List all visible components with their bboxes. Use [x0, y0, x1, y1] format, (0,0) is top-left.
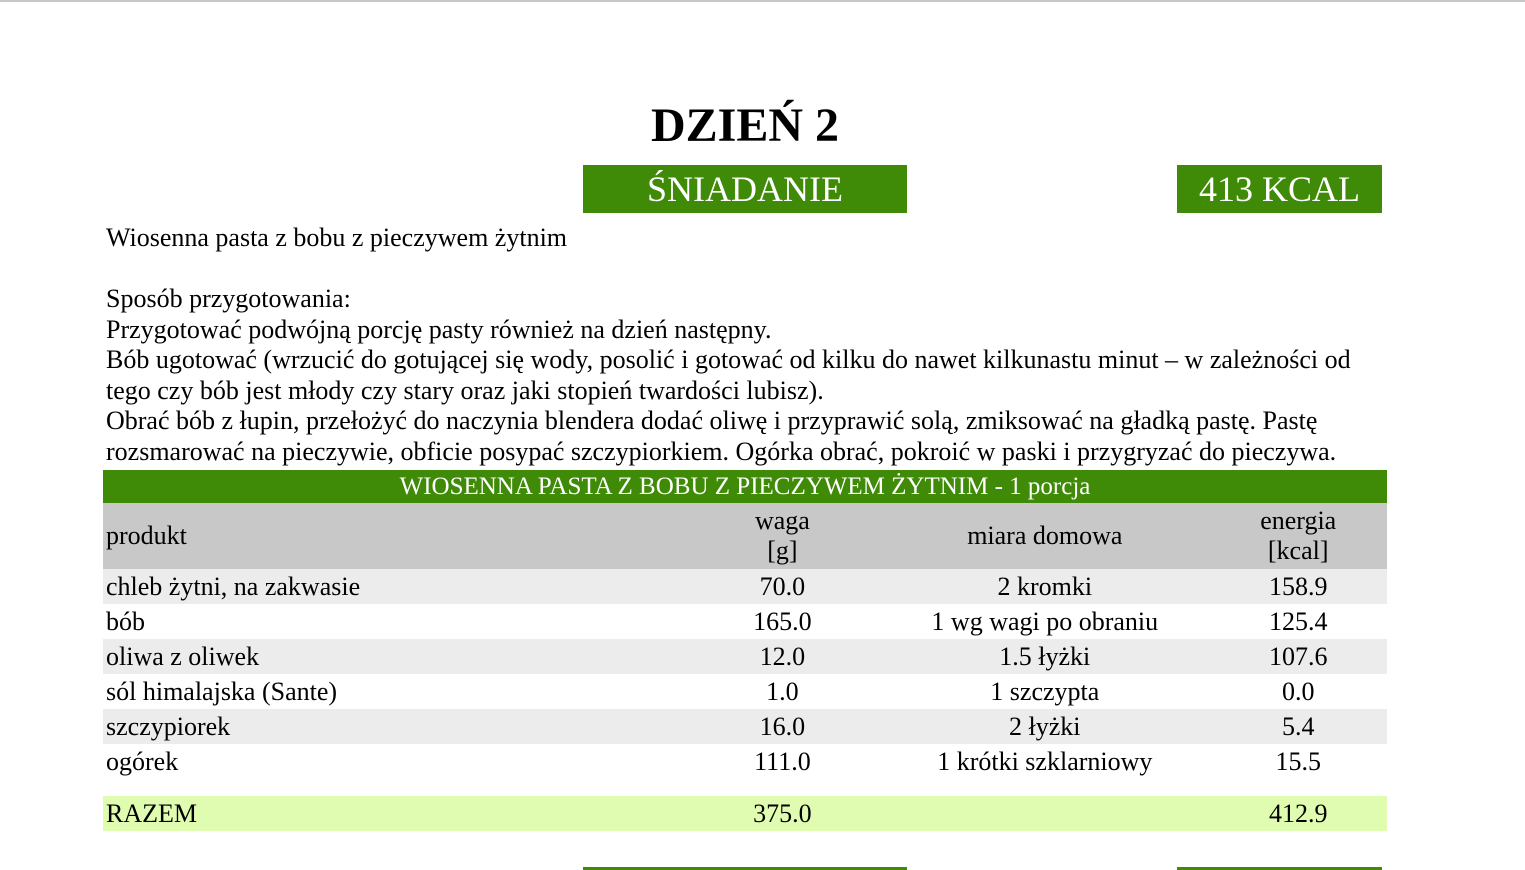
cell-measure: 1 wg wagi po obraniu [931, 606, 1159, 636]
cell-product: bób [106, 606, 145, 636]
table-row [103, 604, 1387, 639]
cell-energy: 15.5 [1275, 746, 1321, 776]
cell-measure: 1 szczypta [990, 676, 1100, 706]
meal-label-badge: ŚNIADANIE [583, 165, 907, 213]
table-row [103, 709, 1387, 744]
instructions-heading: Sposób przygotowania: [106, 284, 351, 313]
instruction-line: Przygotować podwójną porcję pasty również na dzień następny. [106, 314, 772, 344]
header-weight [685, 506, 881, 566]
header-energy-unit: [kcal] [1267, 536, 1329, 565]
instructions [106, 284, 1396, 467]
header-energy-label: energia [1260, 506, 1337, 535]
table-row [103, 569, 1387, 604]
cell-product: ogórek [106, 746, 179, 776]
table-row [103, 744, 1387, 779]
total-energy: 412.9 [1268, 798, 1328, 828]
cell-measure: 2 kromki [997, 571, 1093, 601]
total-label: RAZEM [106, 798, 197, 828]
header-energy [1209, 506, 1387, 566]
cell-weight: 111.0 [754, 746, 811, 776]
cell-measure: 1 krótki szklarniowy [937, 746, 1153, 776]
cell-weight: 165.0 [753, 606, 812, 636]
header-measure: miara domowa [967, 521, 1123, 550]
recipe-name: Wiosenna pasta z bobu z pieczywem żytnim [106, 223, 568, 252]
cell-measure: 2 łyżki [1009, 711, 1081, 741]
header-weight-unit: [g] [767, 536, 798, 565]
total-weight: 375.0 [753, 798, 812, 828]
instruction-line: Obrać bób z łupin, przełożyć do naczynia blendera dodać oliwę i przyprawić solą, zmiksować na gładką pastę. Pastę rozsmarować na pieczywie, obficie posypać szczypiorkiem. Ogórka obrać, pokroić w paski i przygryzać do pieczywa. [106, 406, 1337, 466]
cell-energy: 5.4 [1281, 711, 1315, 741]
cell-weight: 12.0 [759, 641, 806, 671]
cell-energy: 158.9 [1268, 571, 1328, 601]
table-title: WIOSENNA PASTA Z BOBU Z PIECZYWEM ŻYTNIM - 1 porcja [103, 470, 1387, 503]
nutrition-table [103, 470, 1387, 831]
day-title: DZIEŃ 2 [650, 99, 840, 152]
top-divider [0, 0, 1525, 2]
cell-energy: 125.4 [1268, 606, 1328, 636]
cell-weight: 1.0 [766, 676, 799, 706]
header-product: produkt [106, 521, 187, 550]
instruction-line: Bób ugotować (wrzucić do gotującej się wody, posolić i gotować od kilku do nawet kilkunastu minut – w zależności od tego czy bób jest młody czy stary oraz jaki stopień twardości lubisz). [106, 345, 1351, 405]
table-row [103, 639, 1387, 674]
cell-energy: 0.0 [1281, 676, 1315, 706]
cell-weight: 16.0 [759, 711, 806, 741]
cell-product: oliwa z oliwek [106, 641, 260, 671]
cell-product: chleb żytni, na zakwasie [106, 571, 361, 601]
meal-kcal-badge: 413 KCAL [1177, 165, 1382, 213]
cell-product: szczypiorek [106, 711, 231, 741]
cell-weight: 70.0 [759, 571, 806, 601]
header-weight-label: waga [754, 506, 810, 535]
table-row [103, 674, 1387, 709]
table-header-row [103, 503, 1387, 569]
table-total-row [103, 796, 1387, 831]
cell-measure: 1.5 łyżki [999, 641, 1091, 671]
cell-energy: 107.6 [1268, 641, 1328, 671]
cell-product: sól himalajska (Sante) [106, 676, 338, 706]
